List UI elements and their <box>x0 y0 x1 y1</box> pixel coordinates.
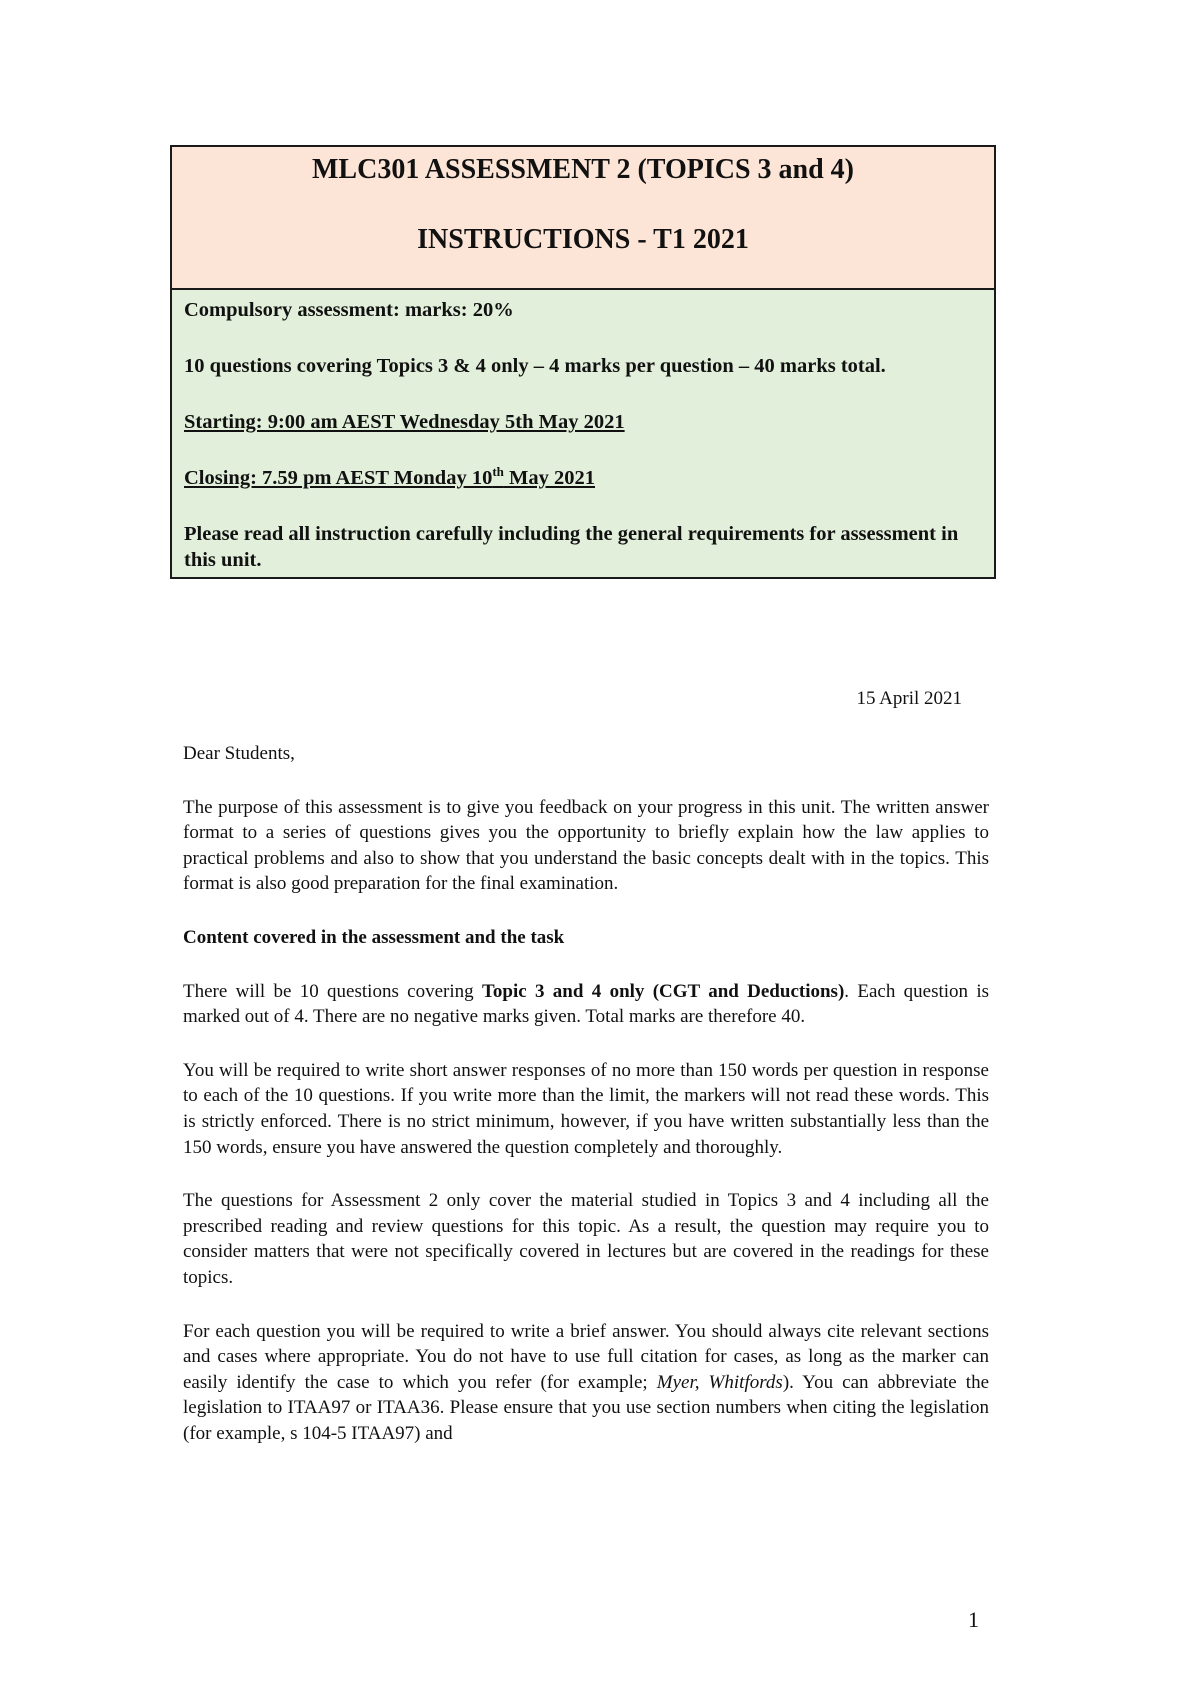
assessment-title: MLC301 ASSESSMENT 2 (TOPICS 3 and 4) <box>312 154 854 185</box>
citation-paragraph <box>183 1319 989 1447</box>
questions-summary-line: 10 questions covering Topics 3 & 4 only – 4 marks per question – 40 marks total. <box>184 355 886 377</box>
questions-paragraph <box>183 979 989 1030</box>
closing-ordinal-suffix: th <box>492 464 504 480</box>
purpose-paragraph: The purpose of this assessment is to give you feedback on your progress in this unit. The written answer format to a series of questions gives you the opportunity to briefly explain how the law applies to practical problems and also to show that you understand the basic concepts dealt with in the topics. This format is also good preparation for the final examination. <box>183 796 989 895</box>
salutation: Dear Students, <box>183 743 295 764</box>
topics-emphasis: Topic 3 and 4 only (CGT and Deductions) <box>481 980 845 1002</box>
letter-body <box>183 741 989 1474</box>
citation-paragraph-end: ). You can abbreviate the legislation to ITAA97 or ITAA36. Please ensure that you use section numbers when citing the legislation (for example, s 104-5 ITAA97) and <box>183 1371 989 1444</box>
closing-time-line <box>184 465 982 491</box>
questions-paragraph-start: There will be 10 questions covering <box>183 980 482 1002</box>
questions-paragraph-end: . Each question is marked out of 4. There are no negative marks given. Total marks are therefore 40. <box>183 980 990 1028</box>
material-paragraph: The questions for Assessment 2 only cover the material studied in Topics 3 and 4 including all the prescribed reading and review questions for this topic. As a result, the question may require you to consider matters that were not specifically covered in lectures but are covered in the readings for these topics. <box>183 1190 989 1288</box>
assessment-header-box <box>170 145 996 579</box>
assessment-info-section <box>172 290 994 577</box>
letter-date: 15 April 2021 <box>856 688 962 709</box>
page-number: 1 <box>968 1607 979 1632</box>
citation-paragraph-start: For each question you will be required to write a brief answer. You should always cite relevant sections and cases where appropriate. You do not have to use full citation for cases, as long as the marker can easily identify the case to which you refer (for example; <box>183 1320 989 1393</box>
compulsory-assessment-line: Compulsory assessment: marks: 20% <box>184 299 514 321</box>
word-limit-paragraph: You will be required to write short answer responses of no more than 150 words per question in response to each of the 10 questions. If you write more than the limit, the markers will not read these words. This is strictly enforced. There is no strict minimum, however, if you have written substantially less than the 150 words, ensure you have answered the question completely and thoroughly. <box>183 1059 989 1158</box>
title-section <box>172 147 994 290</box>
please-read-line: Please read all instruction carefully including the general requirements for assessment in this unit. <box>184 523 959 571</box>
case-examples: Myer, Whitfords <box>656 1371 783 1393</box>
content-heading: Content covered in the assessment and the task <box>183 926 565 948</box>
closing-suffix: May 2021 <box>503 467 596 489</box>
starting-time-line: Starting: 9:00 am AEST Wednesday 5th May 2021 <box>184 411 625 433</box>
closing-prefix: Closing: 7.59 pm AEST Monday 10 <box>184 467 493 489</box>
instructions-title: INSTRUCTIONS - T1 2021 <box>417 224 749 255</box>
